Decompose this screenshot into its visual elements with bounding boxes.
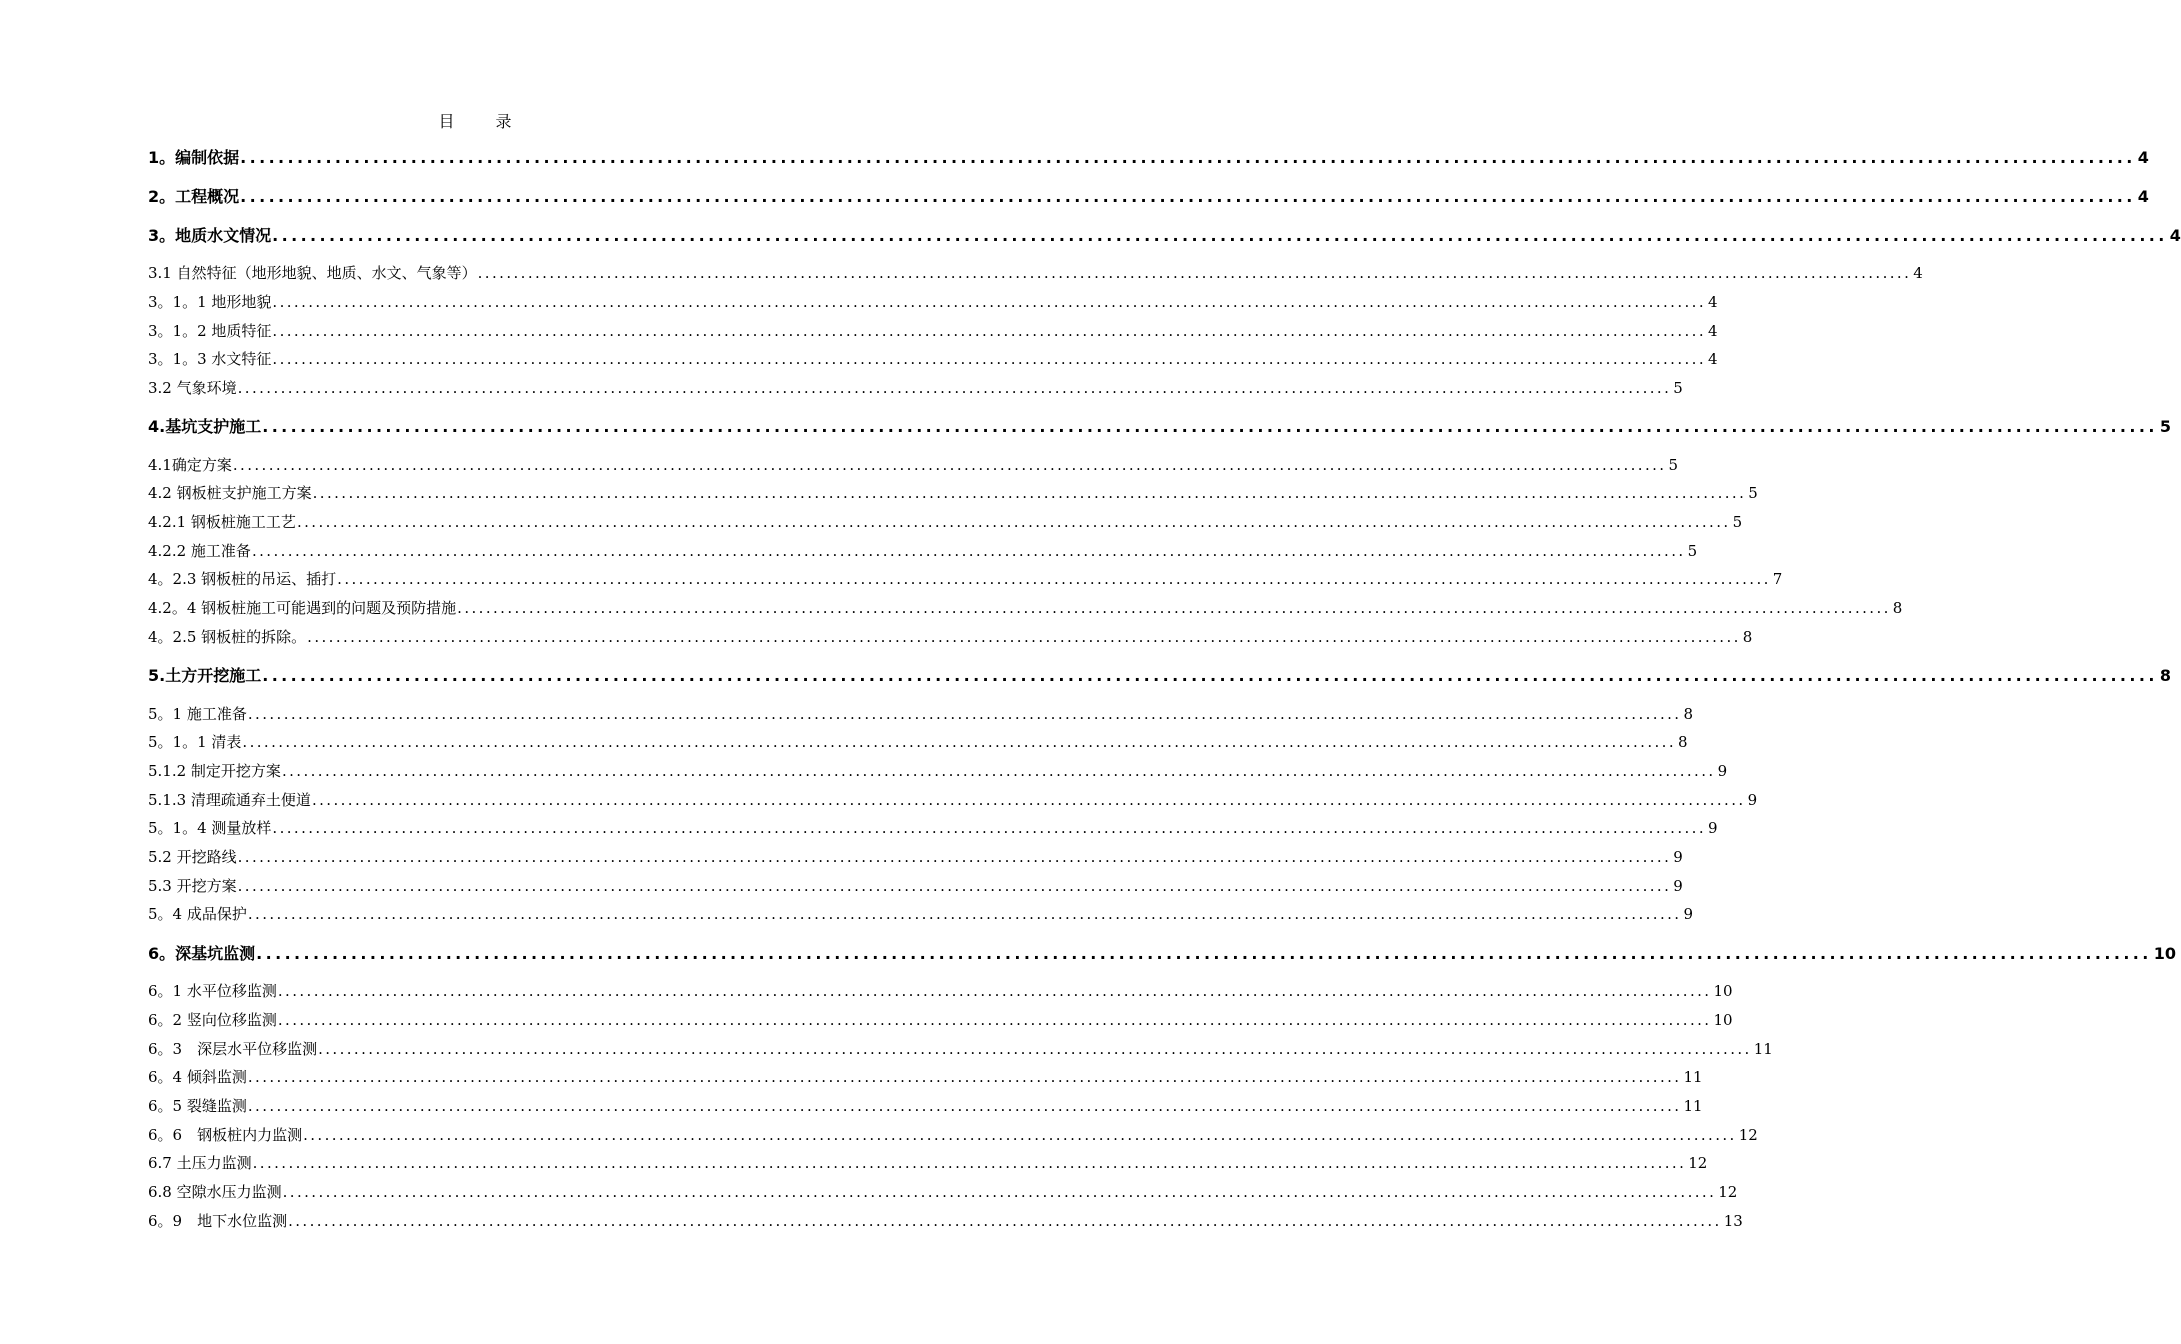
toc-dot-leader: ........................................................................................................................................................................................................ bbox=[256, 944, 2152, 963]
toc-entry-page-number: 12 bbox=[1738, 1126, 1758, 1144]
toc-entry-page-number: 7 bbox=[1772, 570, 1783, 588]
toc-entry-page-number: 9 bbox=[1708, 819, 1718, 837]
toc-entry[interactable] bbox=[148, 540, 1698, 562]
toc-dot-leader: ........................................................................................................................................................................................................ bbox=[282, 1183, 1717, 1201]
toc-dot-leader: ........................................................................................................................................................................................................ bbox=[247, 1068, 1682, 1086]
toc-entry[interactable] bbox=[148, 1066, 1703, 1088]
toc-entry-title: 4.1确定方案 bbox=[148, 456, 232, 474]
toc-entry-page-number: 10 bbox=[1713, 982, 1733, 1000]
toc-dot-leader: ........................................................................................................................................................................................................ bbox=[247, 905, 1682, 923]
toc-entry-page-number: 5 bbox=[1748, 484, 1758, 502]
toc-entry-page-number: 9 bbox=[1673, 848, 1683, 866]
toc-entry-title: 6。5 裂缝监测 bbox=[148, 1097, 247, 1115]
toc-dot-leader: ........................................................................................................................................................................................................ bbox=[232, 456, 1667, 474]
toc-entry-title: 4.2。4 钢板桩施工可能遇到的问题及预防措施 bbox=[148, 599, 457, 617]
toc-entry[interactable] bbox=[148, 1095, 1703, 1117]
toc-dot-leader: ........................................................................................................................................................................................................ bbox=[281, 762, 1716, 780]
toc-dot-leader: ........................................................................................................................................................................................................ bbox=[247, 705, 1682, 723]
toc-entry-page-number: 9 bbox=[1683, 905, 1694, 923]
toc-entry[interactable] bbox=[148, 454, 1679, 476]
toc-entry-page-number: 10 bbox=[2153, 944, 2177, 963]
toc-dot-leader: ........................................................................................................................................................................................................ bbox=[457, 599, 1891, 617]
toc-dot-leader: ........................................................................................................................................................................................................ bbox=[237, 848, 1672, 866]
toc-entry[interactable] bbox=[148, 1009, 1733, 1031]
toc-dot-leader: ........................................................................................................................................................................................................ bbox=[307, 628, 1741, 646]
toc-entry-page-number: 8 bbox=[1678, 733, 1688, 751]
toc-entry[interactable] bbox=[148, 1152, 1708, 1174]
toc-dot-leader: ........................................................................................................................................................................................................ bbox=[237, 877, 1672, 895]
toc-entry[interactable] bbox=[148, 291, 1718, 313]
toc-entry-page-number: 8 bbox=[1683, 705, 1694, 723]
toc-dot-leader: ........................................................................................................................................................................................................ bbox=[240, 187, 2136, 206]
toc-entry-title: 5.3 开挖方案 bbox=[148, 877, 237, 895]
toc-entry[interactable] bbox=[148, 817, 1718, 839]
toc-entry-title: 5.土方开挖施工 bbox=[148, 666, 262, 685]
toc-entry-title: 6。6 钢板桩内力监测 bbox=[148, 1126, 303, 1144]
toc-title: 目 录 bbox=[438, 112, 530, 131]
toc-dot-leader: ........................................................................................................................................................................................................ bbox=[247, 1097, 1682, 1115]
toc-entry-page-number: 11 bbox=[1753, 1040, 1773, 1058]
toc-entry[interactable] bbox=[148, 415, 2171, 439]
toc-entry-title: 3。1。1 地形地貌 bbox=[148, 293, 272, 311]
toc-entry[interactable] bbox=[148, 1038, 1773, 1060]
toc-entry-page-number: 12 bbox=[1688, 1154, 1708, 1172]
toc-entry-page-number: 5 bbox=[1687, 542, 1698, 560]
toc-entry-title: 2。工程概况 bbox=[148, 187, 240, 206]
toc-entry-title: 4。2.3 钢板桩的吊运、插打 bbox=[148, 570, 337, 588]
toc-entry[interactable] bbox=[148, 731, 1688, 753]
toc-entry[interactable] bbox=[148, 482, 1758, 504]
toc-entry[interactable] bbox=[148, 875, 1683, 897]
toc-entry-page-number: 10 bbox=[1713, 1011, 1733, 1029]
toc-entry-page-number: 11 bbox=[1683, 1068, 1703, 1086]
toc-entry-page-number: 4 bbox=[1708, 350, 1718, 368]
toc-entry-page-number: 4 bbox=[2169, 226, 2181, 245]
toc-entry-title: 6。4 倾斜监测 bbox=[148, 1068, 247, 1086]
toc-entry-page-number: 4 bbox=[1708, 322, 1718, 340]
toc-entry-title: 6。9 地下水位监测 bbox=[148, 1212, 288, 1230]
toc-entry-title: 3.1 自然特征（地形地貌、地质、水文、气象等） bbox=[148, 264, 477, 282]
toc-dot-leader: ........................................................................................................................................................................................................ bbox=[262, 417, 2158, 436]
toc-entry-page-number: 8 bbox=[2159, 666, 2171, 685]
toc-entry-title: 6。深基坑监测 bbox=[148, 944, 256, 963]
toc-entry[interactable] bbox=[148, 703, 1694, 725]
toc-entry[interactable] bbox=[148, 348, 1718, 370]
toc-entry[interactable] bbox=[148, 262, 1923, 284]
toc-entry-title: 6。3 深层水平位移监测 bbox=[148, 1040, 318, 1058]
toc-entry[interactable] bbox=[148, 146, 2149, 170]
toc-dot-leader: ........................................................................................................................................................................................................ bbox=[242, 733, 1677, 751]
toc-entry[interactable] bbox=[148, 597, 1903, 619]
toc-dot-leader: ........................................................................................................................................................................................................ bbox=[240, 148, 2136, 167]
toc-entry-page-number: 9 bbox=[1673, 877, 1683, 895]
toc-entry-page-number: 4 bbox=[2137, 148, 2149, 167]
toc-entry[interactable] bbox=[148, 664, 2171, 688]
toc-entry-page-number: 4 bbox=[2137, 187, 2149, 206]
toc-dot-leader: ........................................................................................................................................................................................................ bbox=[312, 484, 1747, 502]
toc-entry[interactable] bbox=[148, 1124, 1758, 1146]
toc-entry-title: 6.8 空隙水压力监测 bbox=[148, 1183, 282, 1201]
toc-dot-leader: ........................................................................................................................................................................................................ bbox=[272, 293, 1707, 311]
toc-dot-leader: ........................................................................................................................................................................................................ bbox=[237, 379, 1672, 397]
toc-entry-page-number: 13 bbox=[1723, 1212, 1743, 1230]
toc-entry-page-number: 8 bbox=[1892, 599, 1903, 617]
toc-entry-page-number: 5 bbox=[1668, 456, 1679, 474]
toc-entry-title: 4。2.5 钢板桩的拆除。 bbox=[148, 628, 307, 646]
toc-entry[interactable] bbox=[148, 903, 1694, 925]
toc-entry[interactable] bbox=[148, 320, 1718, 342]
toc-entry-title: 3.2 气象环境 bbox=[148, 379, 237, 397]
toc-dot-leader: ........................................................................................................................................................................................................ bbox=[272, 322, 1707, 340]
toc-entry-title: 3。1。3 水文特征 bbox=[148, 350, 272, 368]
toc-entry-title: 5。1。1 清表 bbox=[148, 733, 242, 751]
toc-entry-title: 6.7 土压力监测 bbox=[148, 1154, 252, 1172]
toc-entry-title: 4.基坑支护施工 bbox=[148, 417, 262, 436]
toc-entry-page-number: 11 bbox=[1683, 1097, 1703, 1115]
toc-entry-title: 6。2 竖向位移监测 bbox=[148, 1011, 277, 1029]
toc-dot-leader: ........................................................................................................................................................................................................ bbox=[272, 350, 1707, 368]
toc-entry-page-number: 9 bbox=[1747, 791, 1758, 809]
toc-entry[interactable] bbox=[148, 1181, 1738, 1203]
toc-dot-leader: ........................................................................................................................................................................................................ bbox=[277, 982, 1712, 1000]
toc-entry-page-number: 4 bbox=[1913, 264, 1923, 282]
toc-entry-title: 3。地质水文情况 bbox=[148, 226, 272, 245]
toc-entry-title: 5.1.3 清理疏通弃土便道 bbox=[148, 791, 311, 809]
toc-entry-title: 5.2 开挖路线 bbox=[148, 848, 237, 866]
toc-dot-leader: ........................................................................................................................................................................................................ bbox=[262, 666, 2158, 685]
toc-dot-leader: ........................................................................................................................................................................................................ bbox=[272, 226, 2168, 245]
toc-entry[interactable] bbox=[148, 846, 1683, 868]
toc-entry[interactable] bbox=[148, 568, 1783, 590]
toc-entry-page-number: 12 bbox=[1718, 1183, 1738, 1201]
toc-dot-leader: ........................................................................................................................................................................................................ bbox=[272, 819, 1707, 837]
toc-entry-title: 5。1。4 测量放样 bbox=[148, 819, 272, 837]
toc-entry[interactable] bbox=[148, 511, 1743, 533]
toc-entry-page-number: 8 bbox=[1742, 628, 1753, 646]
toc-entry[interactable] bbox=[148, 1210, 1743, 1232]
toc-dot-leader: ........................................................................................................................................................................................................ bbox=[296, 513, 1731, 531]
toc-entry-page-number: 5 bbox=[1732, 513, 1743, 531]
toc-entry-page-number: 4 bbox=[1708, 293, 1718, 311]
toc-entry-page-number: 9 bbox=[1717, 762, 1728, 780]
toc-entry[interactable] bbox=[148, 185, 2149, 209]
toc-entry-page-number: 5 bbox=[1673, 379, 1683, 397]
toc-dot-leader: ........................................................................................................................................................................................................ bbox=[251, 542, 1686, 560]
toc-entry[interactable] bbox=[148, 626, 1753, 648]
toc-entry-title: 3。1。2 地质特征 bbox=[148, 322, 272, 340]
toc-dot-leader: ........................................................................................................................................................................................................ bbox=[318, 1040, 1752, 1058]
toc-entry-page-number: 5 bbox=[2159, 417, 2171, 436]
toc-entry-title: 4.2.1 钢板桩施工工艺 bbox=[148, 513, 296, 531]
toc-entry-title: 5.1.2 制定开挖方案 bbox=[148, 762, 281, 780]
toc-entry[interactable] bbox=[148, 942, 2177, 966]
toc-entry[interactable] bbox=[148, 980, 1733, 1002]
toc-entry-title: 4.2 钢板桩支护施工方案 bbox=[148, 484, 312, 502]
toc-dot-leader: ........................................................................................................................................................................................................ bbox=[303, 1126, 1737, 1144]
toc-entry-title: 1。编制依据 bbox=[148, 148, 240, 167]
toc-entry-title: 5。1 施工准备 bbox=[148, 705, 247, 723]
toc-dot-leader: ........................................................................................................................................................................................................ bbox=[252, 1154, 1687, 1172]
toc-dot-leader: ........................................................................................................................................................................................................ bbox=[477, 264, 1912, 282]
toc-entry[interactable] bbox=[148, 760, 1728, 782]
toc-dot-leader: ........................................................................................................................................................................................................ bbox=[277, 1011, 1712, 1029]
toc-dot-leader: ........................................................................................................................................................................................................ bbox=[337, 570, 1771, 588]
toc-entry[interactable] bbox=[148, 377, 1683, 399]
toc-entry[interactable] bbox=[148, 789, 1758, 811]
toc-entry[interactable] bbox=[148, 224, 2181, 248]
toc-entry-title: 4.2.2 施工准备 bbox=[148, 542, 251, 560]
toc-dot-leader: ........................................................................................................................................................................................................ bbox=[288, 1212, 1722, 1230]
toc-dot-leader: ........................................................................................................................................................................................................ bbox=[311, 791, 1746, 809]
toc-entry-title: 5。4 成品保护 bbox=[148, 905, 247, 923]
toc-entry-title: 6。1 水平位移监测 bbox=[148, 982, 277, 1000]
